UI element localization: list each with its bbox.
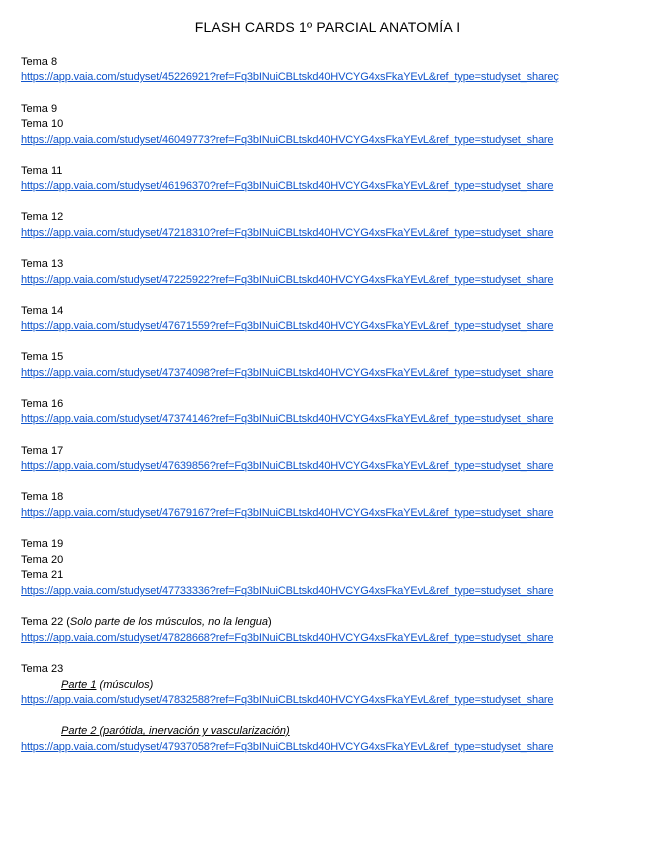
tema-10-label: Tema 10 <box>21 118 64 130</box>
tema-16-label: Tema 16 <box>21 398 64 410</box>
tema-22-label <box>21 616 272 629</box>
tema-10-link[interactable]: https://app.vaia.com/studyset/46049773?ref=Fq3bINuiCBLtskd40HVCYG4xsFkaYEvL&ref_type=studyset_share <box>21 134 554 146</box>
tema-13-link[interactable]: https://app.vaia.com/studyset/47225922?ref=Fq3bINuiCBLtskd40HVCYG4xsFkaYEvL&ref_type=studyset_share <box>21 274 554 286</box>
tema-21-label: Tema 21 <box>21 569 64 581</box>
tema-9-label: Tema 9 <box>21 103 58 115</box>
tema-23-label: Tema 23 <box>21 663 64 675</box>
tema-12-label: Tema 12 <box>21 211 64 223</box>
tema-22-link[interactable]: https://app.vaia.com/studyset/47828668?ref=Fq3bINuiCBLtskd40HVCYG4xsFkaYEvL&ref_type=studyset_share <box>21 632 554 644</box>
tema-8-link[interactable]: https://app.vaia.com/studyset/45226921?ref=Fq3bINuiCBLtskd40HVCYG4xsFkaYEvL&ref_type=studyset_shareç <box>21 71 559 83</box>
tema-18-link[interactable]: https://app.vaia.com/studyset/47679167?ref=Fq3bINuiCBLtskd40HVCYG4xsFkaYEvL&ref_type=studyset_share <box>21 507 554 519</box>
tema-23-part-2-link[interactable]: https://app.vaia.com/studyset/47937058?ref=Fq3bINuiCBLtskd40HVCYG4xsFkaYEvL&ref_type=studyset_share <box>21 741 554 753</box>
tema-11-label: Tema 11 <box>21 165 63 177</box>
tema-19-label: Tema 19 <box>21 538 64 550</box>
tema-18-label: Tema 18 <box>21 491 64 503</box>
tema-17-link[interactable]: https://app.vaia.com/studyset/47639856?ref=Fq3bINuiCBLtskd40HVCYG4xsFkaYEvL&ref_type=studyset_share <box>21 460 554 472</box>
tema-23-part-2-label <box>61 725 290 738</box>
tema-22-title: Tema 22 ( <box>21 616 70 628</box>
tema-15-link[interactable]: https://app.vaia.com/studyset/47374098?ref=Fq3bINuiCBLtskd40HVCYG4xsFkaYEvL&ref_type=studyset_share <box>21 367 554 379</box>
tema-23-part-1-link[interactable]: https://app.vaia.com/studyset/47832588?ref=Fq3bINuiCBLtskd40HVCYG4xsFkaYEvL&ref_type=studyset_share <box>21 694 554 706</box>
tema-21-link[interactable]: https://app.vaia.com/studyset/47733336?ref=Fq3bINuiCBLtskd40HVCYG4xsFkaYEvL&ref_type=studyset_share <box>21 585 554 597</box>
tema-23-part-1-name: Parte 1 <box>61 679 97 691</box>
tema-23-part-1-desc: (músculos) <box>96 679 154 691</box>
tema-16-link[interactable]: https://app.vaia.com/studyset/47374146?ref=Fq3bINuiCBLtskd40HVCYG4xsFkaYEvL&ref_type=studyset_share <box>21 413 554 425</box>
tema-22-note-close: ) <box>268 616 272 628</box>
tema-13-label: Tema 13 <box>21 258 64 270</box>
tema-20-label: Tema 20 <box>21 554 64 566</box>
tema-14-link[interactable]: https://app.vaia.com/studyset/47671559?ref=Fq3bINuiCBLtskd40HVCYG4xsFkaYEvL&ref_type=studyset_share <box>21 320 554 332</box>
tema-22-note: Solo parte de los músculos, no la lengua <box>69 616 269 628</box>
tema-11-link[interactable]: https://app.vaia.com/studyset/46196370?ref=Fq3bINuiCBLtskd40HVCYG4xsFkaYEvL&ref_type=studyset_share <box>21 180 554 192</box>
tema-15-label: Tema 15 <box>21 351 64 363</box>
tema-14-label: Tema 14 <box>21 305 64 317</box>
tema-12-link[interactable]: https://app.vaia.com/studyset/47218310?ref=Fq3bINuiCBLtskd40HVCYG4xsFkaYEvL&ref_type=studyset_share <box>21 227 554 239</box>
tema-17-label: Tema 17 <box>21 445 64 457</box>
tema-23-part-2-name: Parte 2 (parótida, inervación y vascularización) <box>61 725 290 737</box>
tema-23-part-1-label <box>61 679 153 692</box>
tema-8-label: Tema 8 <box>21 56 58 68</box>
document-title: FLASH CARDS 1º PARCIAL ANATOMÍA I <box>194 19 461 35</box>
